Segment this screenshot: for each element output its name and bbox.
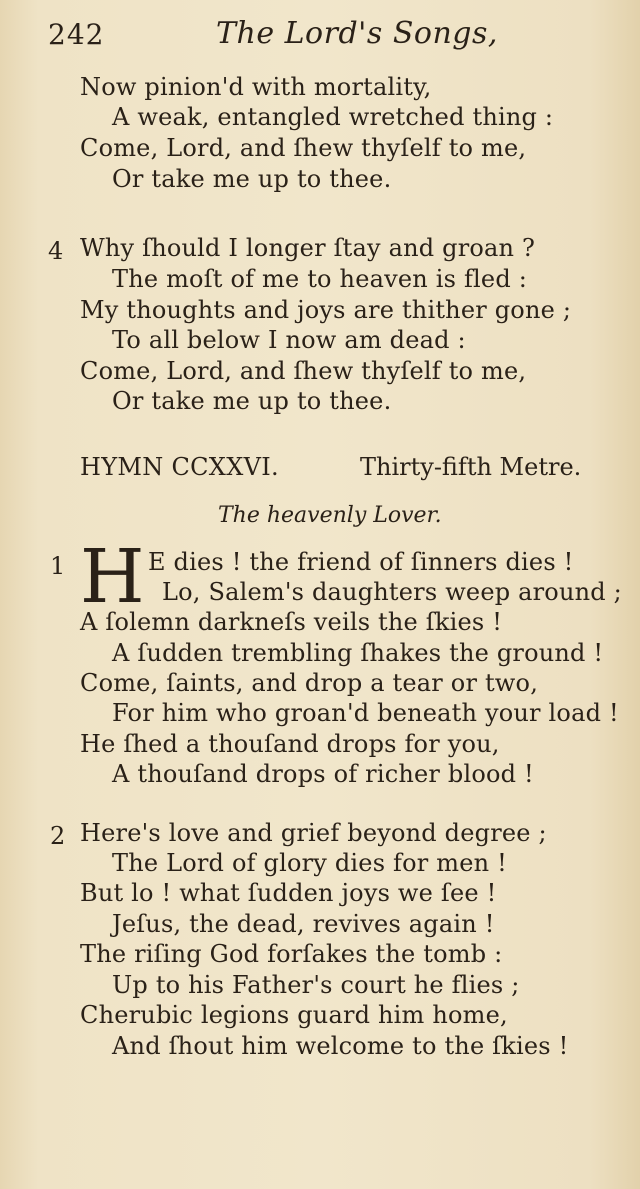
hymn-subtitle: The heavenly Lover. [218, 503, 442, 528]
stanza-line: And ſhout him welcome to the ſkies ! [112, 1032, 569, 1060]
stanza-line: He ſhed a thouſand drops for you, [80, 730, 500, 758]
stanza-line: E dies ! the friend of ſinners dies ! [148, 548, 574, 576]
page-number: 242 [48, 18, 105, 51]
stanza-line: A ſudden trembling ſhakes the ground ! [112, 639, 604, 667]
verse-number: 2 [50, 822, 66, 850]
stanza-line: Now pinion'd with mortality, [80, 73, 432, 101]
hymn-title: HYMN CCXXVI. [80, 453, 279, 481]
stanza-line: The moſt of me to heaven is fled : [112, 265, 528, 293]
stanza-line: A weak, entangled wretched thing : [112, 103, 554, 131]
stanza-line: Come, ſaints, and drop a tear or two, [80, 669, 539, 697]
hymn-metre: Thirty-fifth Metre. [360, 453, 582, 481]
stanza-line: The Lord of glory dies for men ! [112, 849, 507, 877]
stanza-line: Up to his Father's court he flies ; [112, 971, 520, 999]
stanza-line: A thouſand drops of richer blood ! [112, 760, 534, 788]
running-head: The Lord's Songs, [216, 16, 498, 51]
stanza-line: My thoughts and joys are thither gone ; [80, 296, 572, 324]
verse-number: 4 [48, 237, 64, 265]
stanza-line: Why ſhould I longer ſtay and groan ? [80, 234, 536, 262]
stanza-line: Lo, Salem's daughters weep around ; [162, 578, 622, 606]
page-header [48, 14, 638, 54]
stanza-line: But lo ! what ſudden joys we ſee ! [80, 879, 497, 907]
verse-number: 1 [50, 552, 66, 580]
stanza-line: Here's love and grief beyond degree ; [80, 819, 547, 847]
stanza-line: The riſing God forſakes the tomb : [80, 940, 503, 968]
stanza-line: Or take me up to thee. [112, 387, 392, 415]
stanza-line: For him who groan'd beneath your load ! [112, 699, 619, 727]
drop-cap: H [80, 534, 145, 620]
stanza-line: Come, Lord, and ſhew thyſelf to me, [80, 134, 527, 162]
stanza-line: Cherubic legions guard him home, [80, 1001, 508, 1029]
stanza-line: Come, Lord, and ſhew thyſelf to me, [80, 357, 527, 385]
stanza-line: Or take me up to thee. [112, 165, 392, 193]
stanza-line: To all below I now am dead : [112, 326, 466, 354]
stanza-line: A ſolemn darkneſs veils the ſkies ! [80, 608, 503, 636]
stanza-line: Jeſus, the dead, revives again ! [112, 910, 495, 938]
